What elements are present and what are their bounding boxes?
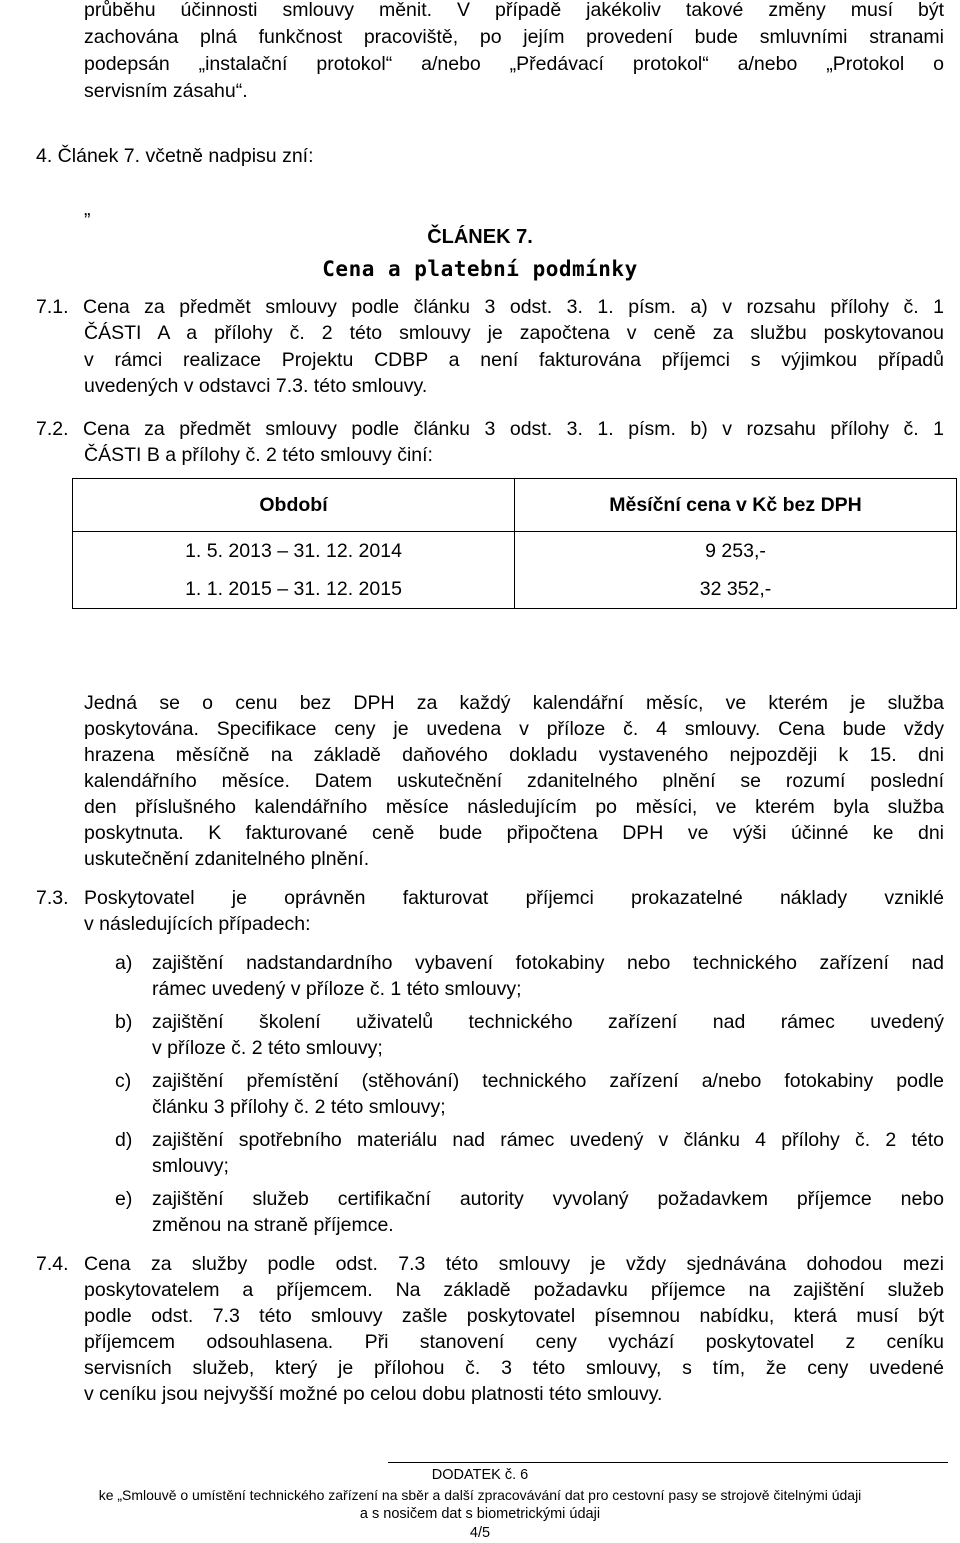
p72-detail-line: poskytnuta. K fakturované ceně bude připočtena DPH ve výši účinné ke dni <box>84 822 944 844</box>
p72-line: 7.2. Cena za předmět smlouvy podle článku 3 odst. 3. 1. písm. b) v rozsahu přílohy č. 1 <box>36 418 944 440</box>
list-letter: b) <box>115 1011 133 1033</box>
list-letter: a) <box>115 952 133 974</box>
p74-line: Cena za služby podle odst. 7.3 této smlouvy je vždy sjednávána dohodou mezi <box>84 1253 944 1275</box>
intro-line: podepsán „instalační protokol“ a/nebo „Předávací protokol“ a/nebo „Protokol o <box>84 53 944 75</box>
p72-detail-line: uskutečnění zdanitelného plnění. <box>84 848 370 870</box>
list-item: změnou na straně příjemce. <box>152 1214 394 1236</box>
header-period: Období <box>73 479 515 532</box>
footer-rule <box>388 1462 948 1463</box>
list-letter: c) <box>115 1070 132 1092</box>
list-item: zajištění služeb certifikační autority vyvolaný požadavkem příjemce nebo <box>152 1188 944 1210</box>
p71-line: uvedených v odstavci 7.3. této smlouvy. <box>84 375 428 397</box>
intro-line: servisním zásahu“. <box>84 80 248 102</box>
p74-line: poskytovatelem a příjemcem. Na základě požadavku příjemce na zajištění služeb <box>84 1279 944 1301</box>
article-subtitle: Cena a platební podmínky <box>322 257 638 281</box>
list-item: v příloze č. 2 této smlouvy; <box>152 1037 383 1059</box>
list-item: zajištění školení uživatelů technického zařízení nad rámec uvedený <box>152 1011 944 1033</box>
p72-detail-line: poskytována. Specifikace ceny je uvedena v příloze č. 4 smlouvy. Cena bude vždy <box>84 718 944 740</box>
intro-line: průběhu účinnosti smlouvy měnit. V případě jakékoliv takové změny musí být <box>84 0 944 21</box>
list-item: článku 3 přílohy č. 2 této smlouvy; <box>152 1096 446 1118</box>
item-4: 4. Článek 7. včetně nadpisu zní: <box>36 145 314 167</box>
p73-line: v následujících případech: <box>84 913 311 935</box>
p74-line: příjemcem odsouhlasena. Při stanovení ceny vychází poskytovatel z ceníku <box>84 1331 944 1353</box>
footer-contract-title: ke „Smlouvě o umístění technického zařízení na sběr a další zpracovávání dat pro cestovní pasy se strojově čitelnými údaji <box>98 1487 862 1503</box>
list-item: zajištění spotřebního materiálu nad rámec uvedený v článku 4 přílohy č. 2 této <box>152 1129 944 1151</box>
p72-detail-line: kalendářního měsíce. Datem uskutečnění zdanitelného plnění se rozumí poslední <box>84 770 944 792</box>
price-cell: 9 253,- <box>515 532 957 571</box>
price-table <box>72 478 957 609</box>
page-number: 4/5 <box>469 1525 491 1541</box>
p72-detail-line: den příslušného kalendářního měsíce následujícím po měsíci, ve kterém byla služba <box>84 796 944 818</box>
list-item: zajištění přemístění (stěhování) technického zařízení a/nebo fotokabiny podle <box>152 1070 944 1092</box>
header-monthly-price: Měsíční cena v Kč bez DPH <box>515 479 957 532</box>
table-header-row <box>73 479 957 532</box>
p73-line: Poskytovatel je oprávněn fakturovat příjemci prokazatelné náklady vzniklé <box>84 887 944 909</box>
p72-detail-line: Jedná se o cenu bez DPH za každý kalendářní měsíc, ve kterém je služba <box>84 692 944 714</box>
p72-line: ČÁSTI B a přílohy č. 2 této smlouvy činí: <box>84 444 433 466</box>
opening-quote: „ <box>84 198 91 220</box>
table-row <box>73 532 957 571</box>
list-letter: e) <box>115 1188 133 1210</box>
p72-detail-line: hrazena měsíčně na základě daňového dokladu vystaveného nejpozději k 15. dni <box>84 744 944 766</box>
p71-line: 7.1. Cena za předmět smlouvy podle článku 3 odst. 3. 1. písm. a) v rozsahu přílohy č. 1 <box>36 296 944 318</box>
table-row <box>73 570 957 609</box>
list-item: zajištění nadstandardního vybavení fotokabiny nebo technického zařízení nad <box>152 952 944 974</box>
period-cell: 1. 1. 2015 – 31. 12. 2015 <box>73 570 515 609</box>
p71-line: ČÁSTI A a přílohy č. 2 této smlouvy je započtena v ceně za službu poskytovanou <box>84 322 944 344</box>
p74-line: podle odst. 7.3 této smlouvy zašle poskytovatel písemnou nabídku, která musí být <box>84 1305 944 1327</box>
period-cell: 1. 5. 2013 – 31. 12. 2014 <box>73 532 515 571</box>
p74-line: servisních služeb, který je přílohou č. 3 této smlouvy, s tím, že ceny uvedené <box>84 1357 944 1379</box>
p73-number: 7.3. <box>36 887 69 909</box>
p74-number: 7.4. <box>36 1253 69 1275</box>
intro-line: zachována plná funkčnost pracoviště, po jejím provedení bude smluvními stranami <box>84 26 944 48</box>
price-cell: 32 352,- <box>515 570 957 609</box>
article-heading: ČLÁNEK 7. <box>427 226 533 248</box>
list-letter: d) <box>115 1129 133 1151</box>
list-item: rámec uvedený v příloze č. 1 této smlouvy; <box>152 978 522 1000</box>
p74-line: v ceníku jsou nejvyšší možné po celou dobu platnosti této smlouvy. <box>84 1383 663 1405</box>
footer-amendment: DODATEK č. 6 <box>431 1467 529 1483</box>
list-item: smlouvy; <box>152 1155 229 1177</box>
p71-line: v rámci realizace Projektu CDBP a není fakturována příjemci s výjimkou případů <box>84 349 944 371</box>
footer-contract-title-cont: a s nosičem dat s biometrickými údaji <box>359 1506 601 1522</box>
